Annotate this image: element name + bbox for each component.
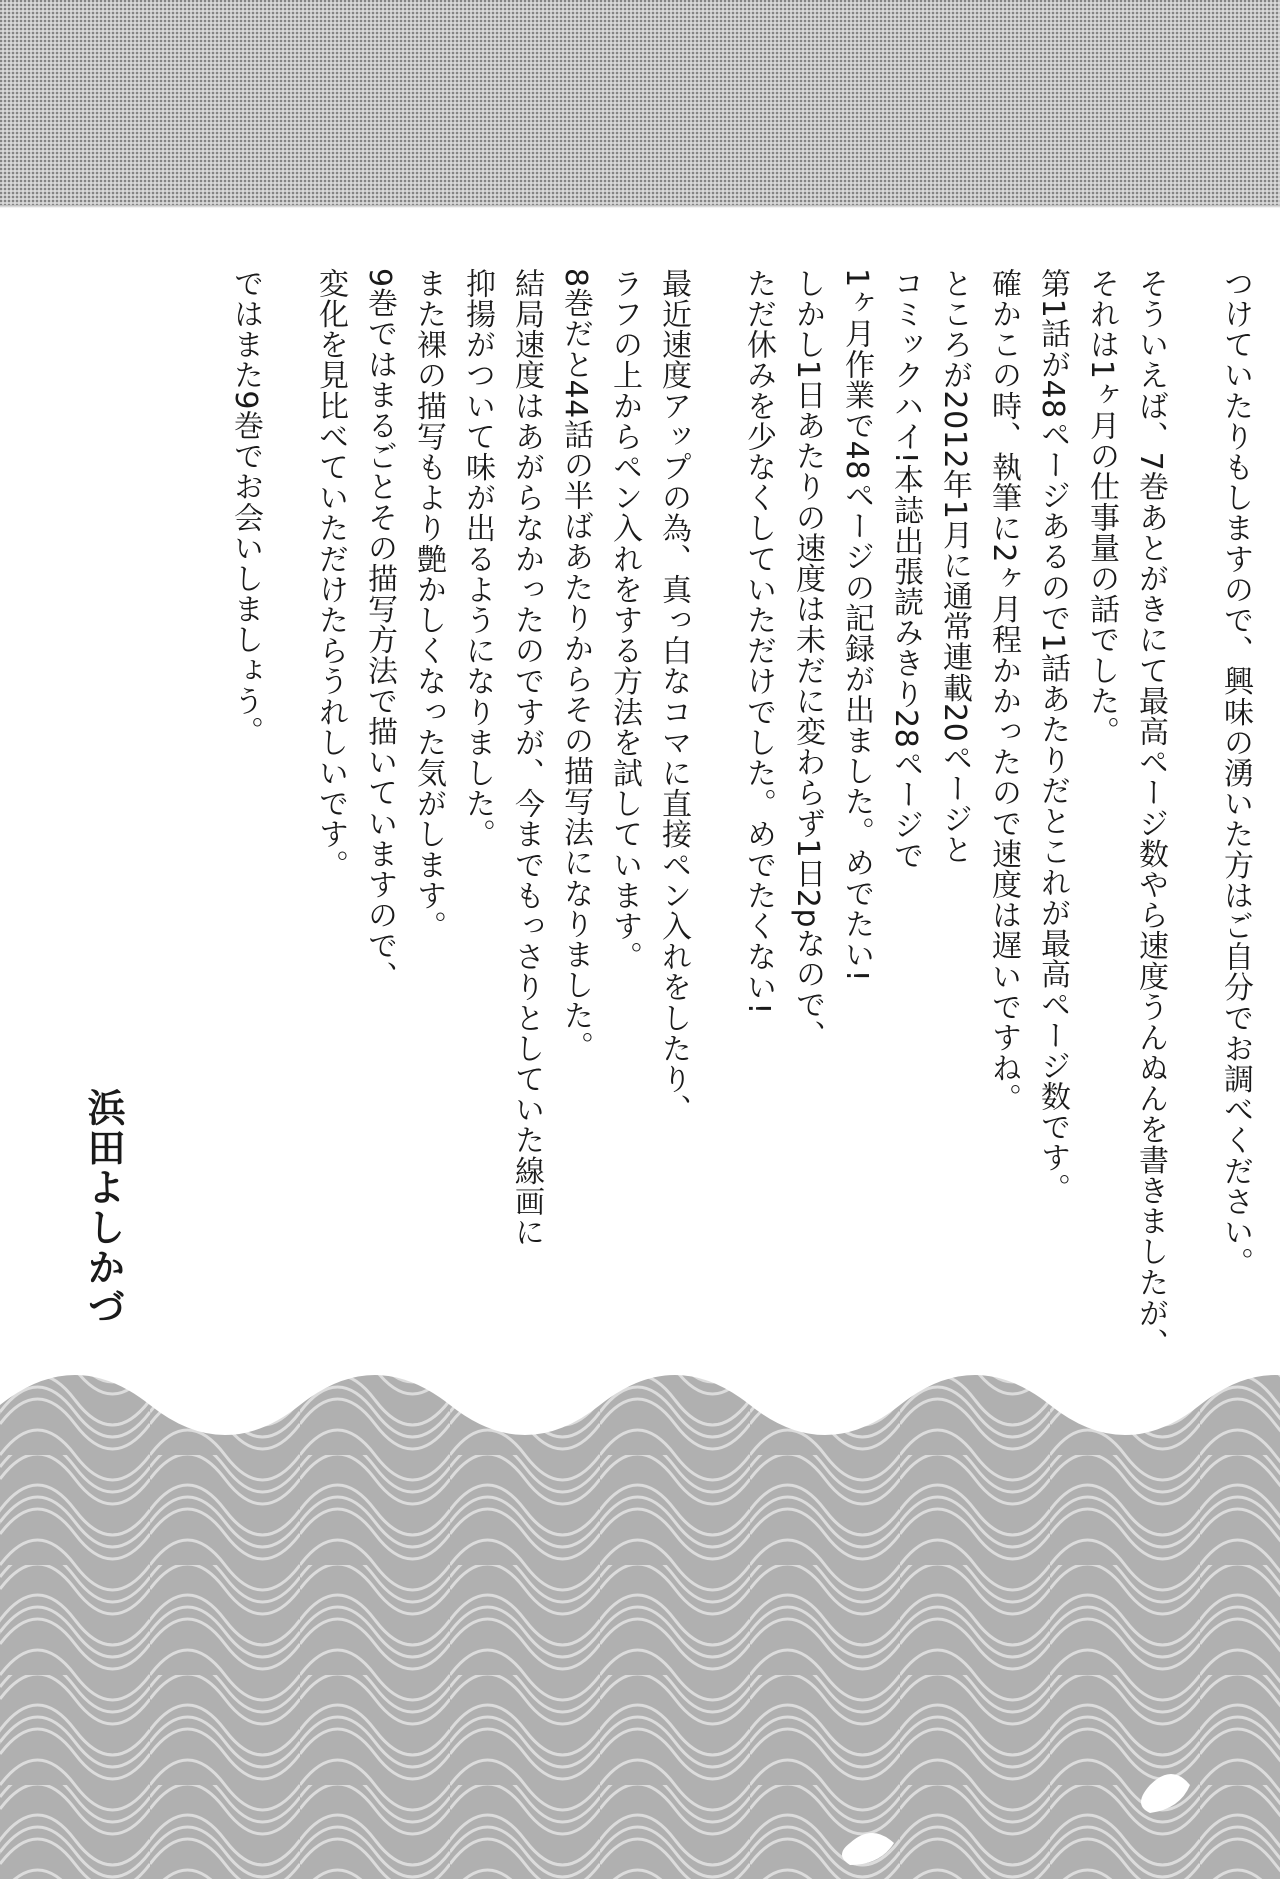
author-signature: 浜田よしかづ <box>81 1088 125 1328</box>
text-line: 変化を見比べていただけたらうれしいです。 <box>313 268 348 880</box>
text-line: つけていたりもしますので、興味の湧いた方はご自分でお調べください。 <box>1218 268 1253 1278</box>
text-line: また裸の描写もより艶かしくなった気がします。 <box>411 268 446 942</box>
text-line: 9巻ではまるごとその描写方法で描いていますので、 <box>362 268 397 992</box>
top-screentone-band <box>0 0 1280 208</box>
paragraph-gap <box>260 268 296 1168</box>
text-line: ところが2012年1月に通常連載20ページと <box>937 268 972 865</box>
text-line: 結局速度はあがらなかったのですが、今までもっさりとしていた線画に <box>509 268 544 1248</box>
text-line: 最近速度アップの為、真っ白なコマに直接ペン入れをしたり、 <box>656 268 691 1125</box>
text-line: ただ休みを少なくしていただけでした。めでたくない! <box>741 268 776 1016</box>
text-line: それは1ヶ月の仕事量の話でした。 <box>1084 268 1119 747</box>
paragraph-gap <box>1165 268 1201 1168</box>
paragraph-gap <box>688 268 724 1168</box>
text-line: ではまた9巻でお会いしましょう。 <box>228 268 263 747</box>
text-line: 8巻だと44話の半ばあたりからその描写法になりました。 <box>558 268 593 1062</box>
text-line: 第1話が48ページあるので1話あたりだとこれが最高ページ数です。 <box>1035 268 1070 1204</box>
text-line: 1ヶ月作業で48ページの記録が出ました。めでたい! <box>839 268 874 983</box>
text-line: 抑揚がついて味が出るようになりました。 <box>460 268 495 850</box>
afterword-text <box>211 268 1253 1359</box>
text-line: 確かこの時、執筆に2ヶ月程かかったので速度は遅いですね。 <box>986 268 1021 1114</box>
wave-fill <box>0 1345 1280 1879</box>
seigaiha-wave-pattern <box>0 1345 1280 1879</box>
text-line: コミックハイ!本誌出張読みきり28ページで <box>888 268 923 871</box>
text-line: ラフの上からペン入れをする方法を試しています。 <box>607 268 642 972</box>
text-line: しかし1日あたりの速度は未だに変わらず1日2pなので、 <box>790 268 825 1051</box>
text-line: そういえば、7巻あとがきにて最高ページ数やら速度うんぬんを書きましたが、 <box>1133 268 1168 1359</box>
